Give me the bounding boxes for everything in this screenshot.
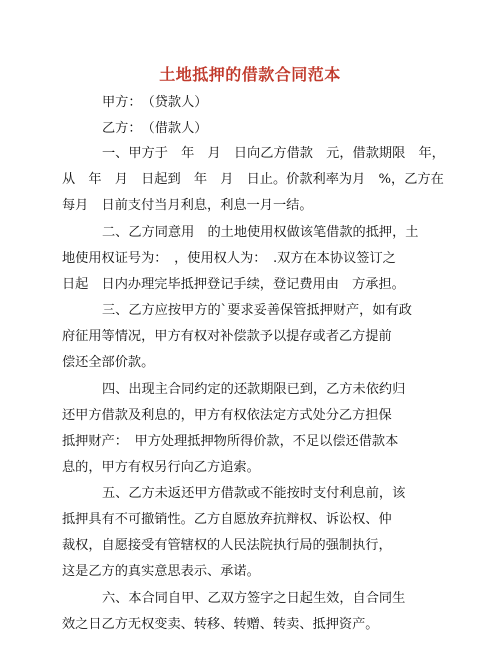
clause-3-line-1: 三、乙方应按甲方的`要求妥善保管抵押财产，如有政: [102, 303, 412, 318]
clause-2-line-2: 地使用权证号为： ，使用权人为： .双方在本协议签订之: [62, 251, 396, 266]
clause-1-line-1: 一、甲方于 年 月 日向乙方借款 元，借款期限 年，: [102, 146, 445, 161]
clause-1-line-2: 从 年 月 日起到 年 月 日止。价款利率为月 %，乙方在: [62, 172, 444, 187]
clause-5-line-4: 这是乙方的真实意思表示、承诺。: [62, 564, 260, 579]
clause-4-line-4: 息的，甲方有权另行向乙方追索。: [62, 460, 260, 475]
clause-2-line-3: 日起 日内办理完毕抵押登记手续，登记费用由 方承担。: [62, 277, 405, 292]
clause-3-line-3: 偿还全部价款。: [62, 355, 155, 370]
clause-2-line-1: 二、乙方同意用 的土地使用权做该笔借款的抵押，土: [102, 225, 419, 240]
clause-4-line-1: 四、出现主合同约定的还款期限已到，乙方未依约归: [102, 382, 406, 397]
clause-3-line-2: 府征用等情况，甲方有权对补偿款予以提存或者乙方提前: [62, 329, 392, 344]
clause-5-line-3: 裁权，自愿接受有管辖权的人民法院执行局的强制执行，: [62, 538, 392, 553]
party-a-line: 甲方： （贷款人）: [102, 95, 208, 110]
clause-5-line-2: 抵押具有不可撤销性。乙方自愿放弃抗辩权、诉讼权、仲: [62, 512, 392, 527]
clause-6-line-1: 六、本合同自甲、乙双方签字之日起生效，自合同生: [102, 591, 406, 606]
clause-4-line-3: 抵押财产： 甲方处理抵押物所得价款，不足以偿还借款本: [62, 434, 399, 449]
document-title: 土地抵押的借款合同范本: [159, 65, 341, 84]
clause-5-line-1: 五、乙方未返还甲方借款或不能按时支付利息前，该: [102, 486, 406, 501]
clause-6-line-2: 效之日乙方无权变卖、转移、转赠、转卖、抵押资产。: [62, 617, 379, 632]
party-b-line: 乙方： （借款人）: [102, 121, 208, 136]
clause-1-line-3: 每月 日前支付当月利息，利息一月一结。: [62, 198, 313, 213]
clause-4-line-2: 还甲方借款及利息的，甲方有权依法定方式处分乙方担保: [62, 408, 392, 423]
